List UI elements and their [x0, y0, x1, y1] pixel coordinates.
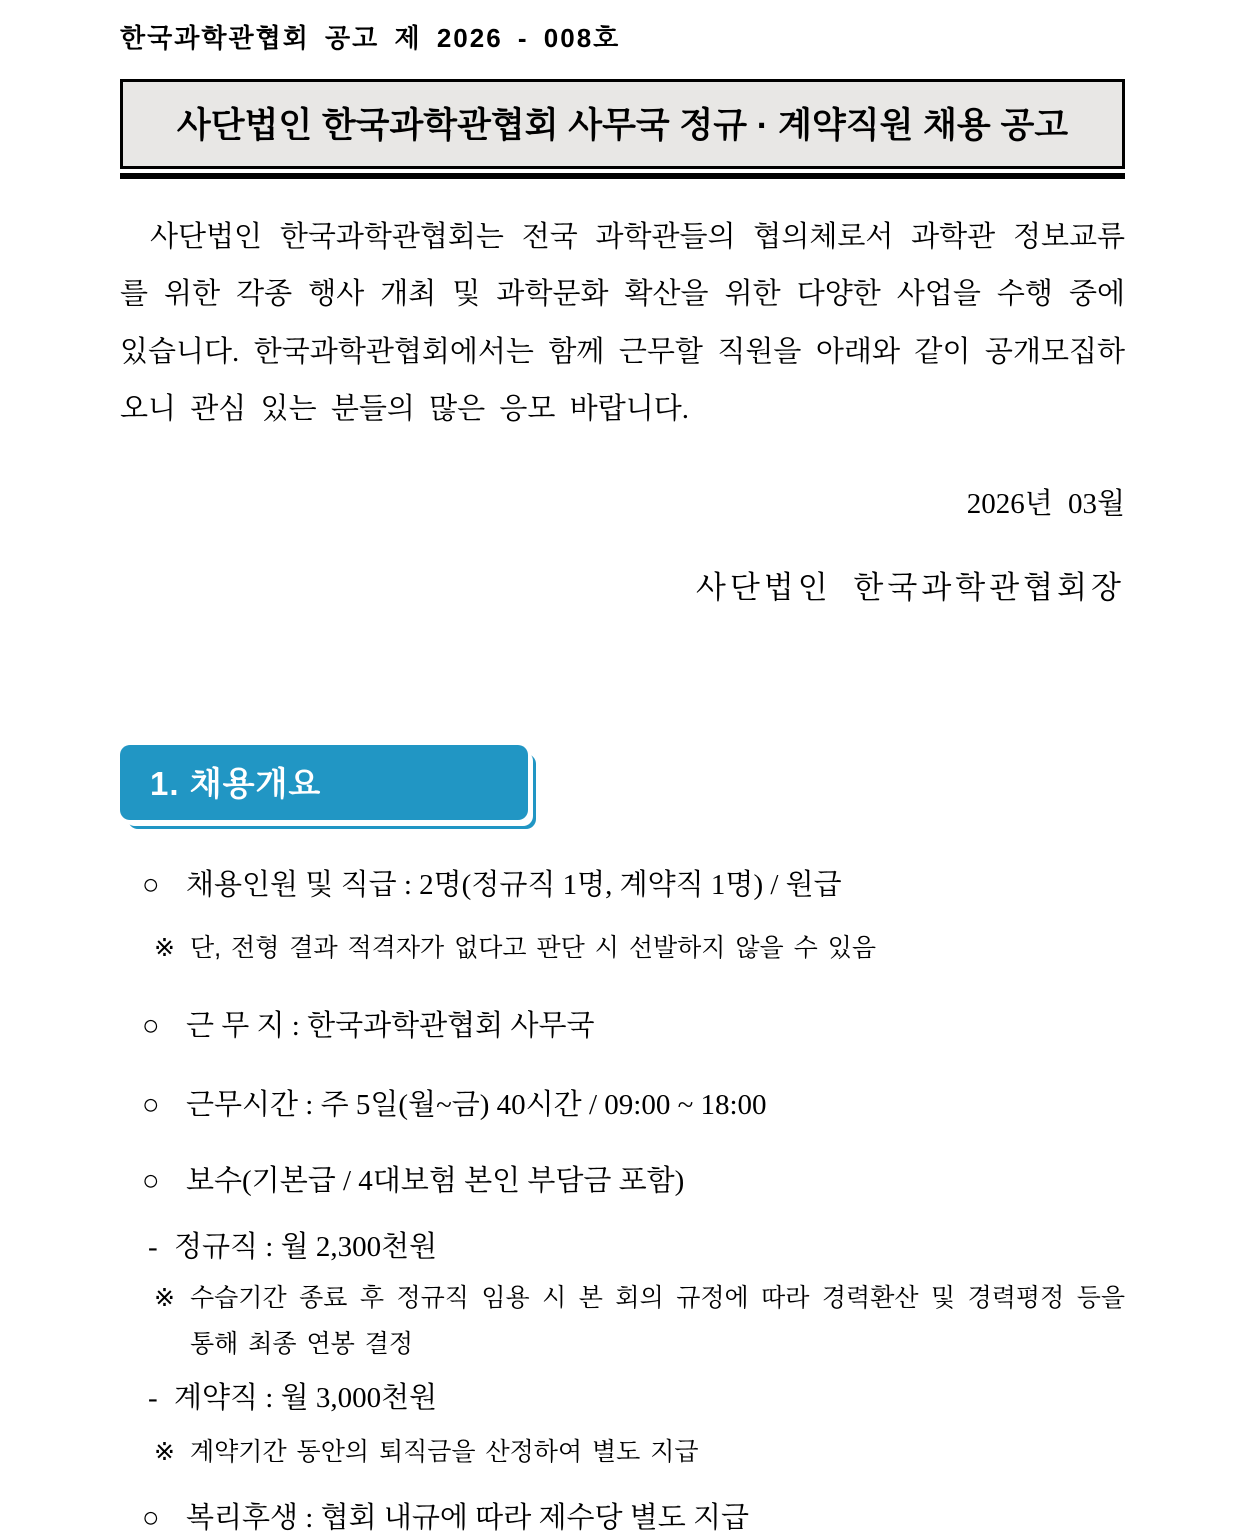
- list-note-text: 계약기간 동안의 퇴직금을 산정하여 별도 지급: [190, 1437, 699, 1466]
- page-title: 사단법인 한국과학관협회 사무국 정규 · 계약직원 채용 공고: [176, 106, 1069, 145]
- list-subitem-contract-pay: [120, 1379, 1125, 1417]
- list-item-pay: [120, 1162, 1125, 1200]
- list-subitem-regular-pay: [120, 1228, 1125, 1266]
- list-note-severance: [120, 1430, 1125, 1476]
- list-item-workhours: [120, 1086, 1125, 1124]
- list-item-text: 근 무 지 : 한국과학관협회 사무국: [186, 1010, 595, 1043]
- list-item-workplace: [120, 1007, 1125, 1045]
- circle-bullet-icon: ○: [142, 1010, 160, 1043]
- reference-mark-icon: ※: [154, 933, 175, 962]
- list-note-text: 수습기간 종료 후 정규직 임용 시 본 회의 규정에 따라 경력환산 및 경력평정 등을 통해 최종 연봉 결정: [190, 1284, 1125, 1358]
- list-item-text: 보수(기본급 / 4대보험 본인 부담금 포함): [186, 1164, 685, 1197]
- dash-bullet-icon: -: [148, 1231, 158, 1264]
- title-box: [120, 79, 1125, 169]
- list-note-text: 단, 전형 결과 적격자가 없다고 판단 시 선발하지 않을 수 있음: [190, 933, 877, 962]
- list-subitem-text: 계약직 : 월 3,000천원: [174, 1382, 438, 1415]
- section-heading-label: 1. 채용개요: [150, 764, 322, 802]
- list-item-welfare: [120, 1499, 1125, 1537]
- notice-number: 한국과학관협회 공고 제 2026 - 008호: [120, 23, 621, 53]
- circle-bullet-icon: ○: [142, 1502, 160, 1535]
- section-list: [120, 866, 1125, 1537]
- intro-paragraph: 사단법인 한국과학관협회는 전국 과학관들의 협의체로서 과학관 정보교류를 위한 각종 행사 개최 및 과학문화 확산을 위한 다양한 사업을 수행 중에 있습니다. 한국과학관협회에서는 함께 근무할 직원을 아래와 같이 공개모집하오니 관심 있는 분들의 많은 응모 바랍니다.: [120, 221, 1125, 426]
- reference-mark-icon: ※: [154, 1437, 175, 1466]
- section-heading: [120, 745, 528, 820]
- dash-bullet-icon: -: [148, 1382, 158, 1415]
- list-item-text: 복리후생 : 협회 내규에 따라 제수당 별도 지급: [186, 1502, 750, 1535]
- list-item-text: 근무시간 : 주 5일(월~금) 40시간 / 09:00 ~ 18:00: [186, 1088, 767, 1121]
- list-item-text: 채용인원 및 직급 : 2명(정규직 1명, 계약직 1명) / 원급: [186, 868, 842, 901]
- signature-line: 사단법인 한국과학관협회장: [695, 569, 1125, 605]
- reference-mark-icon: ※: [154, 1284, 175, 1313]
- title-underbar: [120, 173, 1125, 179]
- circle-bullet-icon: ○: [142, 868, 160, 901]
- list-note-selection: [120, 926, 1125, 972]
- list-note-probation: [120, 1276, 1125, 1367]
- circle-bullet-icon: ○: [142, 1164, 160, 1197]
- title-block: [120, 79, 1125, 179]
- list-item-recruit-count: [120, 866, 1125, 904]
- list-subitem-text: 정규직 : 월 2,300천원: [174, 1231, 438, 1264]
- date-line: 2026년 03월: [966, 487, 1125, 520]
- circle-bullet-icon: ○: [142, 1088, 160, 1121]
